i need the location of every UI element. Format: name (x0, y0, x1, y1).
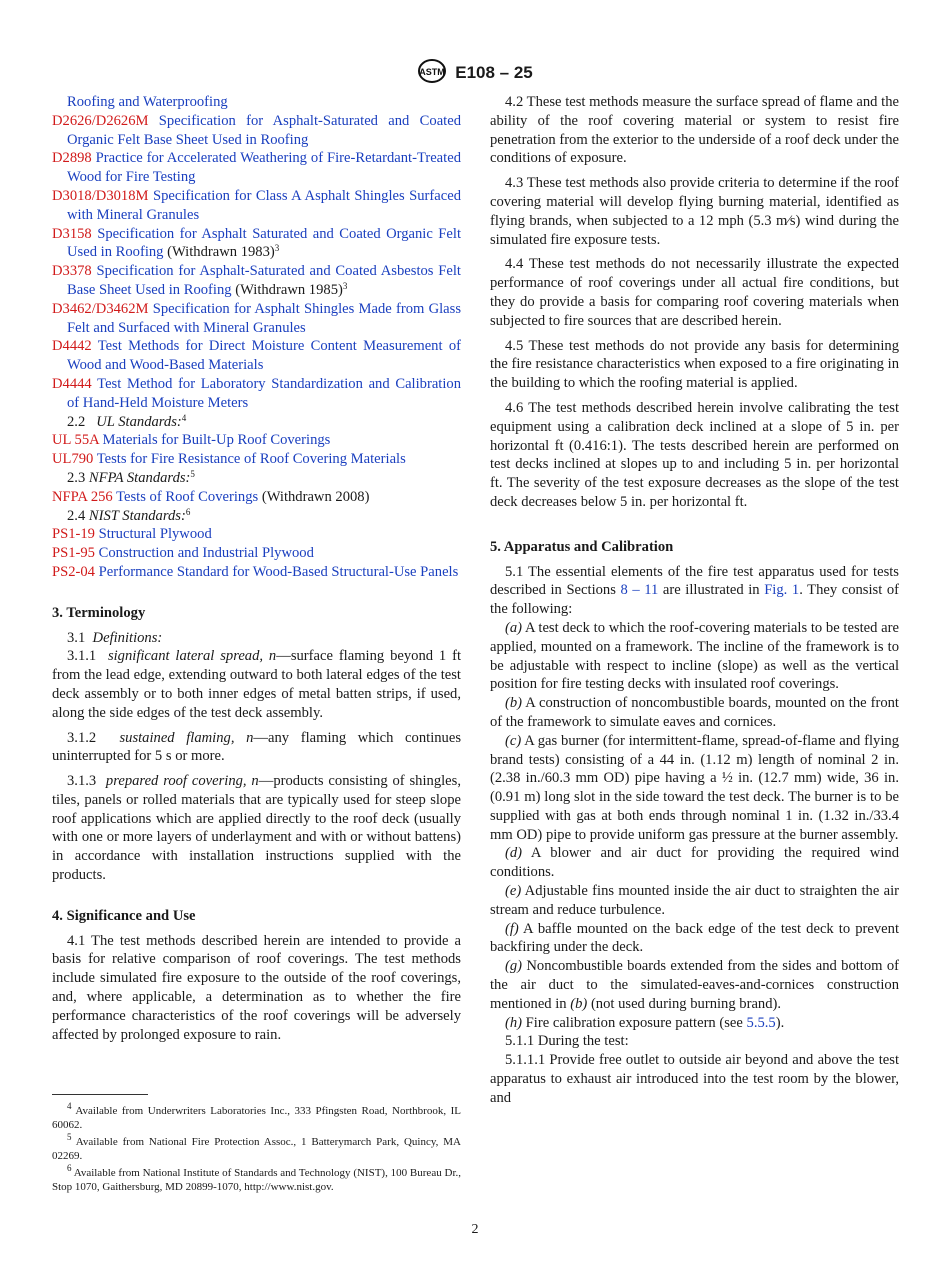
ref-entry[interactable]: Roofing and Waterproofing (67, 94, 228, 110)
apparatus-item: (b) A construction of noncombustible boards, mounted on the front of the framework to simulate eaves and cornices. (490, 695, 899, 730)
page-number: 2 (471, 1222, 479, 1237)
ref-entry[interactable]: D3158 Specification for Asphalt Saturated and Coated Organic Felt Used in Roofing (Withdrawn 1983)$^3$ (52, 225, 461, 261)
ref-entry[interactable]: UL 55A Materials for Built-Up Roof Coverings (52, 432, 331, 449)
apparatus-item: (g) Noncombustible boards extended from the sides and bottom of the air duct to the simulated-eaves-and-cornices construction mentioned in (b) (not used during burning brand). (490, 958, 899, 1012)
designation: E108 – 25 (455, 63, 533, 82)
apparatus-item: (h) Fire calibration exposure pattern (see 5.5.5). (505, 1014, 785, 1031)
paragraph-4-6: 4.6 The test methods described herein involve calibrating the test equipment using a calibration deck inclined at a slope of 5 in. per horizontal ft (0.416:1). The tests described herein are performed on test decks inclined at slopes up to and including 5 in. per horizontal ft. The severity of the test exposure decreases as the slope of the test deck decreases below 5 in. per horizontal ft. (490, 399, 899, 510)
section-title-terminology: 3. Terminology (52, 604, 146, 621)
definition-paragraph: 3.1.1 significant lateral spread, n—surface flaming beyond 1 ft from the lead edge, extending outward to both lateral edges of the test deck assembly or to both inner edges of metal batten strips, if used, along the side edges of the test deck assembly. (52, 648, 461, 721)
ref-entry[interactable]: PS1-95 Construction and Industrial Plywood (52, 545, 314, 562)
apparatus-item: (e) Adjustable fins mounted inside the air duct to straighten the air stream and reduce turbulence. (490, 883, 899, 918)
ref-entry[interactable]: D4442 Test Methods for Direct Moisture Content Measurement of Wood and Wood-Based Materials (52, 338, 461, 374)
definition-paragraph: 3.1.2 sustained flaming, n—any flaming which continues uninterrupted for 5 s or more. (52, 729, 461, 765)
apparatus-item: (f) A baffle mounted on the back edge of the test deck to prevent backfiring under the deck. (490, 920, 899, 956)
paragraph-4-5: 4.5 These test methods do not provide any basis for determining the fire resistance characteristics when exposed to a fire originating in the building to which the roofing material is applied. (490, 337, 899, 392)
svg-text:ASTM: ASTM (419, 67, 445, 77)
ref-entry[interactable]: D3462/D3462M Specification for Asphalt Shingles Made from Glass Felt and Surfaced with Mineral Granules (52, 300, 461, 336)
apparatus-item: (d) A blower and air duct for providing the required wind conditions. (490, 845, 899, 881)
ref-entry[interactable]: D2626/D2626M Specification for Asphalt-Saturated and Coated Organic Felt Base Sheet Used in Roofing (52, 112, 461, 148)
footnotes (52, 1101, 461, 1197)
paragraph-5-1-1-1: 5.1.1.1 Provide free outlet to outside air beyond and above the test apparatus to exhaust air introduced into the test room by the blower, and (490, 1052, 899, 1106)
section-5-5-5-link[interactable]: 5.5.5 (746, 1014, 776, 1031)
sections-link[interactable]: 8 – 11 (620, 582, 659, 599)
footnote: $^6$ Available from National Institute of Standards and Technology (NIST), 100 Bureau Dr., Stop 1070, Gaithersburg, MD 20899-1070, http://www.nist.gov. (52, 1163, 461, 1193)
right-column (490, 93, 899, 1108)
apparatus-item: (c) A gas burner (for intermittent-flame, spread-of-flame and flying brand tests) consisting of a 44 in. (1.12 m) length of nominal 2 in. (2.38 in./60.3 mm OD) pipe having a ½ in. (12.7 mm) wide, 36 in. (0.91 m) long slot in the side toward the test deck. The burner is to be supplied with gas at both ends through nominal 1 in. (1.32 in./33.4 mm OD) pipe to provide uniform gas pressure at the burner assembly. (490, 732, 899, 843)
footnote: $^5$ Available from National Fire Protection Assoc., 1 Batterymarch Park, Quincy, MA 02269. (52, 1132, 461, 1162)
ref-entry[interactable]: D3378 Specification for Asphalt-Saturated and Coated Asbestos Felt Base Sheet Used in Roofing (Withdrawn 1985)$^3$ (52, 263, 461, 298)
ref-entry[interactable]: NFPA 256 Tests of Roof Coverings (Withdrawn 2008) (52, 488, 370, 505)
paragraph-4-1: 4.1 The test methods described herein are intended to provide a basis for relative comparison of roof coverings. The test methods include simulated fire exposure to the outside of the roof coverings, and, where applicable, a determination as to whether the fire performance characteristics of the roof coverings will be adversely affected by prolonged exposure to rain. (52, 932, 461, 1043)
footnote-divider (52, 1094, 148, 1095)
ref-entry[interactable]: PS2-04 Performance Standard for Wood-Based Structural-Use Panels (52, 563, 459, 580)
paragraph-4-4: 4.4 These test methods do not necessarily illustrate the expected performance of roof coverings under all actual fire conditions, but they do provide a basis for comparing roof covering materials when subjected to fire sources that are described herein. (490, 256, 899, 329)
left-column (52, 93, 461, 1044)
footnote: $^4$ Available from Underwriters Laboratories Inc., 333 Pfingsten Road, Northbrook, IL 60062. (52, 1101, 461, 1131)
paragraph-5-1: 5.1 The essential elements of the fire test apparatus used for tests described in Sections 8 – 11 are illustrated in Fig. 1. They consist of the following: (490, 563, 900, 618)
section-title-significance: 4. Significance and Use (52, 907, 196, 924)
definition-paragraph: 3.1.3 prepared roof covering, n—products consisting of shingles, tiles, panels or rolled materials that are typically used for steep slope roof applications which are applied directly to the roof deck (usually with one or more layers of underlayment and with or without battens) in accordance with installation instructions supplied with the products. (52, 773, 461, 884)
section-title-apparatus: 5. Apparatus and Calibration (490, 538, 674, 555)
paragraph-5-1-1: 5.1.1 During the test: (505, 1033, 629, 1050)
ref-entry[interactable]: UL790 Tests for Fire Resistance of Roof Covering Materials (52, 451, 406, 468)
ref-entry[interactable]: PS1-19 Structural Plywood (52, 526, 212, 543)
nist-standards-heading: 2.4 NIST Standards:$^6$ (67, 506, 191, 524)
figure-1-link[interactable]: Fig. 1 (764, 582, 800, 599)
page-header (0, 58, 950, 84)
astm-logo-icon (417, 58, 447, 84)
ref-entry[interactable]: D3018/D3018M Specification for Class A Asphalt Shingles Surfaced with Mineral Granules (52, 187, 461, 223)
paragraph-4-2: 4.2 These test methods measure the surface spread of flame and the ability of the roof covering material or system to resist fire penetration from the exterior to the underside of a roof deck under the conditions of exposure. (490, 94, 899, 167)
ref-entry[interactable]: D4444 Test Method for Laboratory Standardization and Calibration of Hand-Held Moisture Meters (52, 375, 462, 411)
apparatus-item: (a) A test deck to which the roof-covering materials to be tested are applied, mounted on a framework. The incline of the framework is to be adjustable with respect to incline (slope) as well as the vertical position for fire testing decks with insulated roof coverings. (490, 619, 899, 693)
ref-entry[interactable]: D2898 Practice for Accelerated Weathering of Fire-Retardant-Treated Wood for Fire Testing (52, 150, 461, 186)
nfpa-standards-heading: 2.3 NFPA Standards:$^5$ (67, 468, 195, 486)
ul-standards-heading: 2.2 UL Standards:$^4$ (67, 412, 187, 430)
definitions-heading: 3.1 Definitions: (67, 629, 163, 646)
paragraph-4-3: 4.3 These test methods also provide criteria to determine if the roof covering material will develop flying burning material, identified as flying brands, when subjected to a 12 mph (5.3 m⁄s) wind during the simulated fire exposure tests. (490, 175, 899, 248)
